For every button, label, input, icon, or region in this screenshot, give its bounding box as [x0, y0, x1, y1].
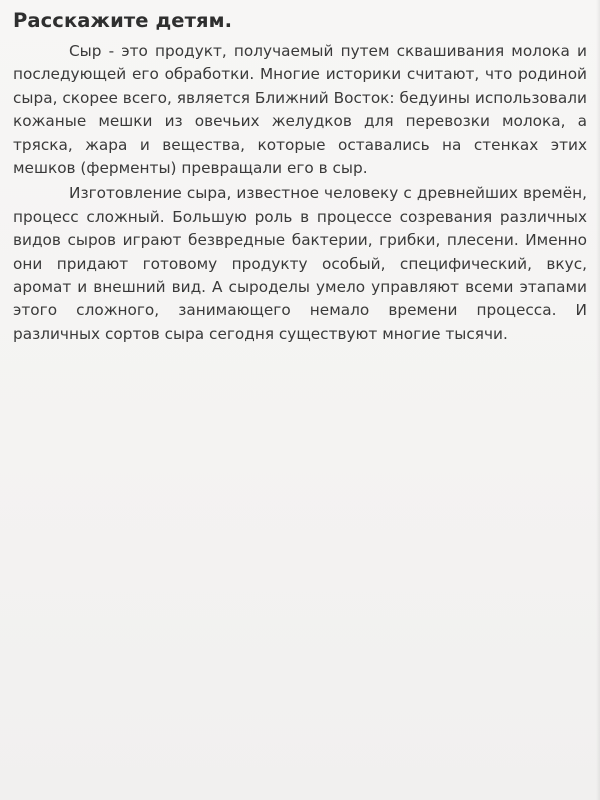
page-edge-shadow	[596, 0, 600, 800]
document-heading: Расскажите детям.	[13, 9, 233, 32]
paragraph-cheese-making: Изготовление сыра, известное человеку с древнейших времён, процесс сложный. Большую роль в процессе созревания различных видов сыров играют безвредные бактерии, грибки, плесени. Именно они придают готовому продукту особый, специфический, вкус, аромат и внешний вид. А сыроделы умело управляют всеми этапами этого сложного, занимающего немало времени процесса. И различных сортов сыра сегодня существуют многие тысячи.	[13, 184, 587, 343]
paragraph-cheese-origin: Сыр - это продукт, получаемый путем сквашивания молока и последующей его обработки. Многие историки считают, что родиной сыра, скорее всего, является Ближний Восток: бедуины использовали кожаные мешки из овечьих желудков для перевозки молока, а тряска, жара и вещества, которые оставались на стенках этих мешков (ферменты) превращали его в сыр.	[13, 42, 587, 178]
